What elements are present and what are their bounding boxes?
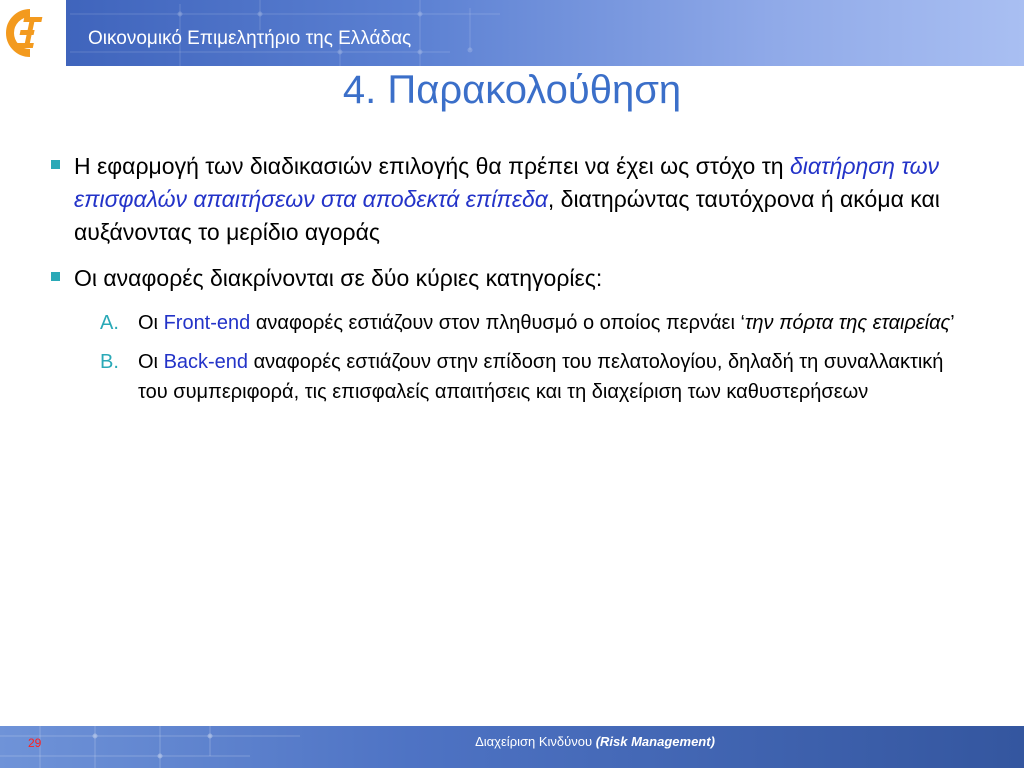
slide-title: 4. Παρακολούθηση [342,68,682,112]
bullet-text: Οι αναφορές διακρίνονται σε δύο κύριες κατηγορίες: [74,265,603,291]
logo-container [0,0,66,66]
bullet-text: Η εφαρμογή των διαδικασιών επιλογής θα πρέπει να έχει ως στόχο τη [74,153,790,179]
bullet-item [44,150,974,249]
sub-item [44,308,974,338]
sub-item-marker: A. [100,312,119,334]
footer-title-italic: (Risk Management) [595,734,715,749]
oe-logo-icon [0,0,66,66]
footer-bar [0,726,1024,768]
sub-item-prefix: Οι [138,351,164,373]
sub-item-text: αναφορές εστιάζουν στην επίδοση του πελατολογίου, δηλαδή τη συναλλακτική του συμπεριφορά, τις επισφαλείς απαιτήσεις και τη διαχείριση των καθυστερήσεων [138,351,944,403]
sub-item-text: αναφορές εστιάζουν στον πληθυσμό ο οποίος περνάει ‘ [250,312,745,334]
sub-item-marker: B. [100,351,119,373]
sub-item-keyword: Front-end [163,312,251,334]
bullet-text-continued: , διατηρώντας ταυτόχρονα ή ακόμα και αυξάνοντας το μερίδιο αγοράς [74,186,940,245]
square-bullet-icon [51,272,60,281]
footer-title [0,734,1024,749]
header-bar [0,0,1024,66]
bullet-highlight: διατήρηση των επισφαλών απαιτήσεων στα αποδεκτά επίπεδα [74,153,940,212]
slide-content [44,150,974,416]
bullet-item [44,262,974,295]
sub-item-italic: την πόρτα της εταιρείας [744,312,951,334]
sub-item-prefix: Οι [138,312,164,334]
square-bullet-icon [51,160,60,169]
page-number: 29 [28,736,42,750]
sub-item [44,347,974,407]
sub-item-suffix: ’ [950,312,955,334]
organization-name: Οικονομικό Επιμελητήριο της Ελλάδας [88,28,412,49]
footer-title-main: Διαχείριση Κινδύνου [475,734,596,749]
sub-item-keyword: Back-end [163,351,249,373]
